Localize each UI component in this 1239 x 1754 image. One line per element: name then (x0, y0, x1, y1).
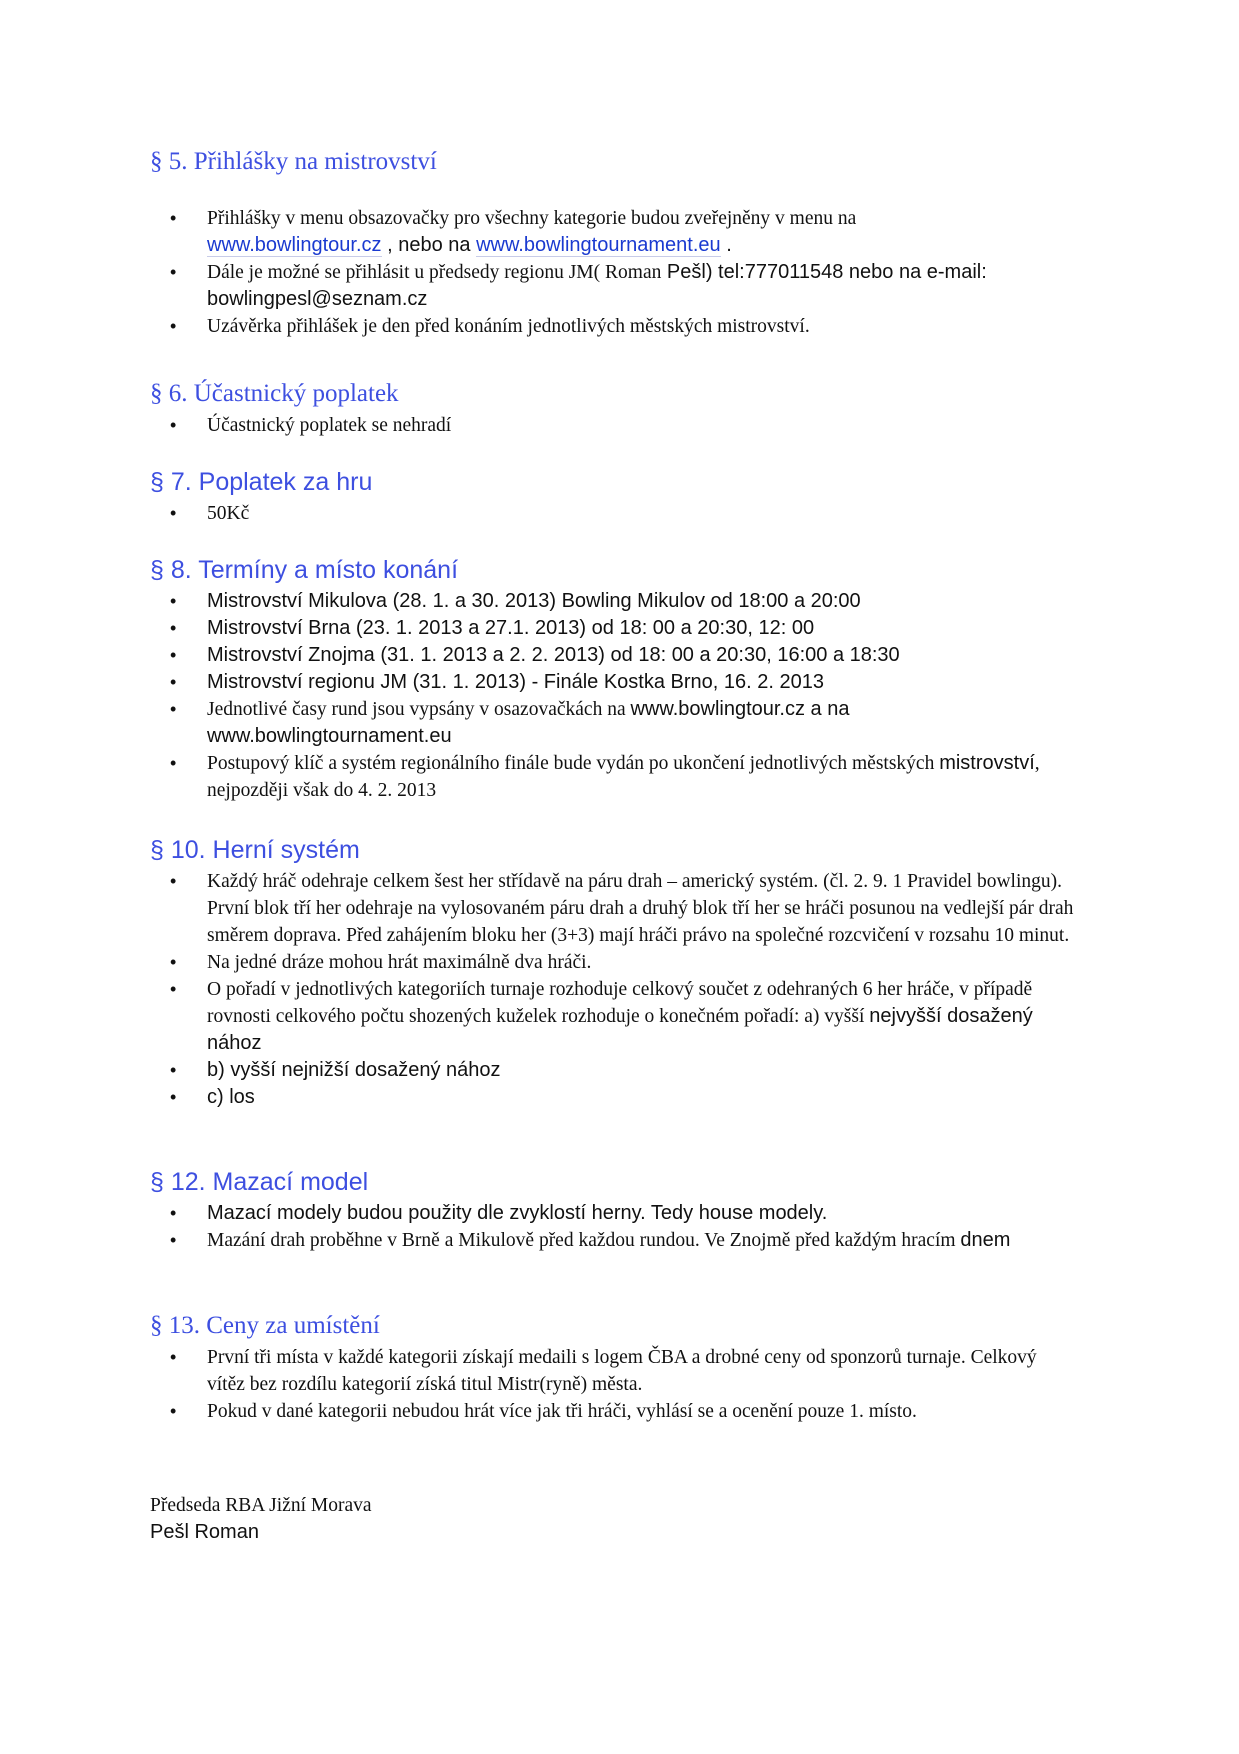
section-10-list (150, 868, 1110, 1111)
bullet-icon: • (170, 591, 177, 611)
section-5-heading: § 5. Přihlášky na mistrovství (150, 148, 437, 175)
bullet-icon: • (170, 979, 177, 999)
signature-role: Předseda RBA Jižní Morava (150, 1495, 372, 1516)
bowlingtour-link[interactable]: www.bowlingtour.cz (207, 234, 382, 256)
list-item: • c) los (150, 1084, 1077, 1111)
list-item: • Jednotlivé časy rund jsou vypsány v osazovačkách na www.bowlingtour.cz a na www.bowlingtournament.eu (170, 698, 850, 747)
bullet-icon: • (170, 415, 177, 435)
bullet-icon: • (170, 208, 177, 228)
section-8-heading: § 8. Termíny a místo konání (150, 556, 459, 584)
bullet-icon: • (170, 1060, 177, 1080)
list-item: • b) vyšší nejnižší dosažený nához (150, 1057, 1077, 1084)
list-item: • Uzávěrka přihlášek je den před konáním jednotlivých městských mistrovství. (150, 313, 1077, 340)
bullet-icon: • (170, 1230, 177, 1250)
list-item: • Dále je možné se přihlásit u předsedy regionu JM( Roman Pešl) tel:777011548 nebo na e-mail: bowlingpesl@seznam.cz (170, 261, 987, 310)
list-item: • Mistrovství Brna (23. 1. 2013 a 27.1. 2013) od 18: 00 a 20:30, 12: 00 (150, 615, 1077, 642)
section-7-heading: § 7. Poplatek za hru (150, 468, 373, 496)
section-12-list (150, 1200, 1110, 1254)
list-item: • První tři místa v každé kategorii získají medaili s logem ČBA a drobné ceny od sponzorů turnaje. Celkový vítěz bez rozdílu kategorií získá titul Mistr(ryně) města. (150, 1344, 1077, 1398)
bullet-icon: • (170, 645, 177, 665)
bullet-icon: • (170, 1401, 177, 1421)
bullet-icon: • (170, 1347, 177, 1367)
bullet-icon: • (170, 618, 177, 638)
section-10-heading: § 10. Herní systém (150, 836, 360, 864)
list-item: • Mazání drah proběhne v Brně a Mikulově před každou rundou. Ve Znojmě před každým hracím dnem (150, 1227, 1077, 1254)
signature-name: Pešl Roman (150, 1521, 259, 1543)
list-item: • Pokud v dané kategorii nebudou hrát více jak tři hráči, vyhlásí se a ocenění pouze 1. místo. (150, 1398, 1077, 1425)
section-13-list (150, 1344, 1110, 1425)
section-13-heading: § 13. Ceny za umístění (150, 1312, 380, 1339)
list-item: • O pořadí v jednotlivých kategoriích turnaje rozhoduje celkový součet z odehraných 6 her hráče, v případě rovnosti celkového počtu shozených kuželek rozhoduje o konečném pořadí: a) vyšší nejvyšší dosažený nához (150, 976, 1077, 1057)
list-item: • Mazací modely budou použity dle zvyklostí herny. Tedy house modely. (150, 1200, 1077, 1227)
bullet-icon: • (170, 871, 177, 891)
list-item: • Mistrovství Mikulova (28. 1. a 30. 2013) Bowling Mikulov od 18:00 a 20:00 (150, 588, 1077, 615)
bullet-icon: • (170, 699, 177, 719)
bullet-icon: • (170, 316, 177, 336)
list-item: • Mistrovství Znojma (31. 1. 2013 a 2. 2. 2013) od 18: 00 a 20:30, 16:00 a 18:30 (150, 642, 1077, 669)
list-item: • Mistrovství regionu JM (31. 1. 2013) - Finále Kostka Brno, 16. 2. 2013 (150, 669, 1077, 696)
section-6-heading: § 6. Účastnický poplatek (150, 380, 399, 407)
list-item: • 50Kč (150, 500, 1077, 527)
section-6-list (150, 412, 1110, 439)
bullet-icon: • (170, 672, 177, 692)
list-item: • Postupový klíč a systém regionálního finále bude vydán po ukončení jednotlivých městských mistrovství, nejpozději však do 4. 2. 2013 (170, 752, 1040, 801)
bullet-icon: • (170, 1087, 177, 1107)
list-item: • Účastnický poplatek se nehradí (150, 412, 1077, 439)
bullet-icon: • (170, 952, 177, 972)
bullet-icon: • (170, 503, 177, 523)
list-item: • Na jedné dráze mohou hrát maximálně dva hráči. (150, 949, 1077, 976)
list-item: • Přihlášky v menu obsazovačky pro všechny kategorie budou zveřejněny v menu na www.bowlingtour.cz , nebo na www.bowlingtournament.eu . (150, 205, 1077, 259)
bullet-icon: • (170, 753, 177, 773)
bowlingtournament-link[interactable]: www.bowlingtournament.eu (476, 234, 721, 256)
section-5-list (150, 205, 1110, 340)
section-7-list (150, 500, 1110, 527)
list-item: • Každý hráč odehraje celkem šest her střídavě na páru drah – americký systém. (čl. 2. 9. 1 Pravidel bowlingu). První blok tří her odehraje na vylosovaném páru drah a druhý blok tří her se hráči posunou na vedlejší pár drah směrem doprava. Před zahájením bloku her (3+3) mají hráči právo na společné rozcvičení v rozsahu 10 minut. (150, 868, 1077, 949)
section-12-heading: § 12. Mazací model (150, 1168, 369, 1196)
section-8-list (150, 588, 1110, 804)
bullet-icon: • (170, 1203, 177, 1223)
bullet-icon: • (170, 262, 177, 282)
